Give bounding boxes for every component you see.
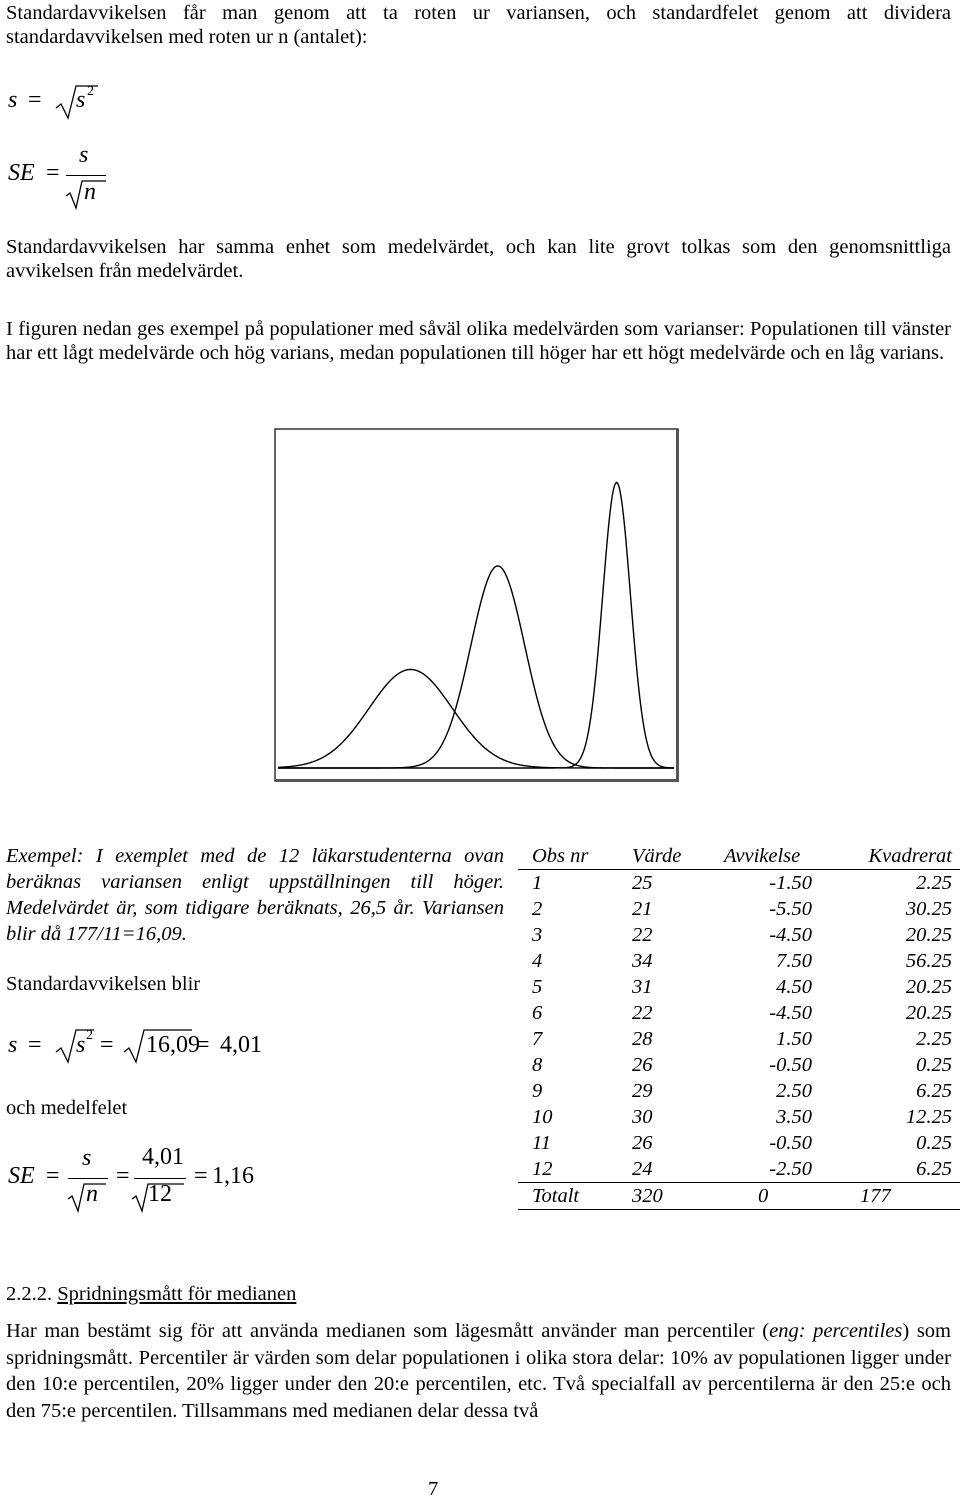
cell-obs: 4 — [532, 950, 543, 972]
cell-deviation: 3.50 — [776, 1106, 812, 1128]
cell-obs: 7 — [532, 1028, 543, 1050]
section-body — [6, 1318, 951, 1424]
header-obs: Obs nr — [532, 845, 589, 867]
cell-obs: 9 — [532, 1080, 543, 1102]
cell-obs: 12 — [532, 1158, 553, 1180]
example-text: : I exemplet med de 12 läkarstudenterna ovan beräknas variansen enligt uppställningen till höger. Medelvärdet är, som tidigare beräknats, 26,5 år. Variansen blir då 177/11=16,09. — [6, 845, 504, 945]
table-row — [518, 948, 960, 974]
table-row — [518, 1000, 960, 1026]
table-row — [518, 1078, 960, 1104]
header-squared: Kvadrerat — [868, 845, 952, 867]
intro-paragraph-2: Standardavvikelsen har samma enhet som medelvärdet, och kan lite grovt tolkas som den genomsnittliga avvikelsen från medelvärdet. — [6, 236, 951, 282]
cell-squared: 2.25 — [916, 1028, 952, 1050]
figure-frame-shadow-bottom — [276, 779, 679, 782]
cell-obs: 5 — [532, 976, 543, 998]
table-row — [518, 1130, 960, 1156]
cell-squared: 30.25 — [905, 898, 952, 920]
example-label: Exempel — [6, 845, 77, 867]
table-body — [518, 870, 960, 1183]
figure-frame — [275, 429, 678, 781]
formula-sd: s = s 2 — [6, 86, 146, 126]
variance-table — [518, 843, 960, 1210]
intro-paragraph-1: Standardavvikelsen får man genom att ta roten ur variansen, och standardfelet genom att dividera standardavvikelsen med roten ur n (antalet): — [6, 2, 951, 48]
cell-obs: 2 — [532, 898, 543, 920]
example-paragraph — [6, 843, 504, 947]
fraction-line — [68, 1178, 108, 1179]
cell-deviation: -0.50 — [769, 1132, 812, 1154]
cell-obs: 1 — [532, 872, 543, 894]
header-deviation: Avvikelse — [724, 845, 801, 867]
table-row — [518, 1026, 960, 1052]
section-title: Spridningsmått för medianen — [57, 1283, 297, 1305]
cell-deviation: -1.50 — [769, 872, 812, 894]
cell-squared: 20.25 — [905, 924, 952, 946]
cell-value: 22 — [632, 924, 653, 946]
total-label: Totalt — [532, 1185, 580, 1207]
cell-deviation: -0.50 — [769, 1054, 812, 1076]
section-heading — [6, 1283, 296, 1307]
section-body-post: ) som spridningsmått. Percentiler är värden som delar populationen i olika stora delar: 10% av populationen ligger under den 10:e percentilen, 20% ligger under den 20:e percentilen, etc. Två specialfall av percentilerna är den 25:e och den 75:e percentilen. Tillsammans med medianen delar dessa två — [6, 1320, 951, 1422]
cell-squared: 20.25 — [905, 1002, 952, 1024]
cell-value: 30 — [632, 1106, 653, 1128]
cell-value: 25 — [632, 872, 653, 894]
cell-value: 24 — [632, 1158, 653, 1180]
cell-obs: 10 — [532, 1106, 553, 1128]
cell-deviation: 7.50 — [776, 950, 812, 972]
total-deviation: 0 — [758, 1185, 769, 1207]
distribution-figure — [274, 428, 679, 782]
cell-value: 34 — [632, 950, 653, 972]
cell-value: 26 — [632, 1132, 653, 1154]
total-squared: 177 — [860, 1185, 891, 1207]
fraction-line — [66, 175, 106, 176]
table-header-row — [518, 843, 960, 870]
cell-value: 29 — [632, 1080, 653, 1102]
table-row — [518, 896, 960, 922]
total-value: 320 — [632, 1185, 663, 1207]
sd-label: Standardavvikelsen blir — [6, 973, 201, 995]
cell-deviation: 4.50 — [776, 976, 812, 998]
cell-squared: 6.25 — [916, 1080, 952, 1102]
table-row — [518, 1104, 960, 1130]
table-row — [518, 1156, 960, 1183]
table-row — [518, 1052, 960, 1078]
cell-squared: 2.25 — [916, 872, 952, 894]
table-row — [518, 870, 960, 897]
cell-value: 31 — [632, 976, 653, 998]
cell-obs: 11 — [532, 1132, 551, 1154]
cell-squared: 0.25 — [916, 1054, 952, 1076]
formula-sd-example: s = s 2 = 16,09 = 4,01 — [6, 1030, 306, 1070]
cell-deviation: -5.50 — [769, 898, 812, 920]
cell-value: 28 — [632, 1028, 653, 1050]
cell-deviation: 1.50 — [776, 1028, 812, 1050]
section-body-pre: Har man bestämt sig för att använda medianen som lägesmått använder man percentiler ( — [6, 1320, 770, 1342]
cell-obs: 8 — [532, 1054, 543, 1076]
formula-se-example: SE = s n = 4,01 12 = 1,16 — [6, 1150, 306, 1220]
table-total-row — [518, 1183, 960, 1210]
figure-frame-shadow-right — [676, 430, 679, 782]
cell-squared: 0.25 — [916, 1132, 952, 1154]
page-number: 7 — [428, 1478, 439, 1500]
cell-deviation: -4.50 — [769, 1002, 812, 1024]
cell-value: 26 — [632, 1054, 653, 1076]
cell-value: 21 — [632, 898, 653, 920]
header-value: Värde — [632, 845, 682, 867]
intro-paragraph-3: I figuren nedan ges exempel på populationer med såväl olika medelvärden som varianser: Populationen till vänster har ett lågt medelvärde och hög varians, medan populationen till höger har ett högt medelvärde och en låg varians. — [6, 318, 951, 364]
formula-se: SE = s n — [6, 148, 146, 218]
se-label: och medelfelet — [6, 1097, 128, 1119]
section-number: 2.2.2. — [6, 1283, 53, 1305]
table-row — [518, 974, 960, 1000]
cell-squared: 56.25 — [905, 950, 952, 972]
cell-value: 22 — [632, 1002, 653, 1024]
cell-squared: 6.25 — [916, 1158, 952, 1180]
cell-deviation: -2.50 — [769, 1158, 812, 1180]
section-body-eng: eng: percentiles — [769, 1320, 903, 1342]
cell-squared: 12.25 — [905, 1106, 952, 1128]
cell-obs: 6 — [532, 1002, 543, 1024]
cell-squared: 20.25 — [905, 976, 952, 998]
cell-obs: 3 — [532, 924, 543, 946]
cell-deviation: 2.50 — [776, 1080, 812, 1102]
table-row — [518, 922, 960, 948]
fraction-line — [134, 1178, 186, 1179]
cell-deviation: -4.50 — [769, 924, 812, 946]
